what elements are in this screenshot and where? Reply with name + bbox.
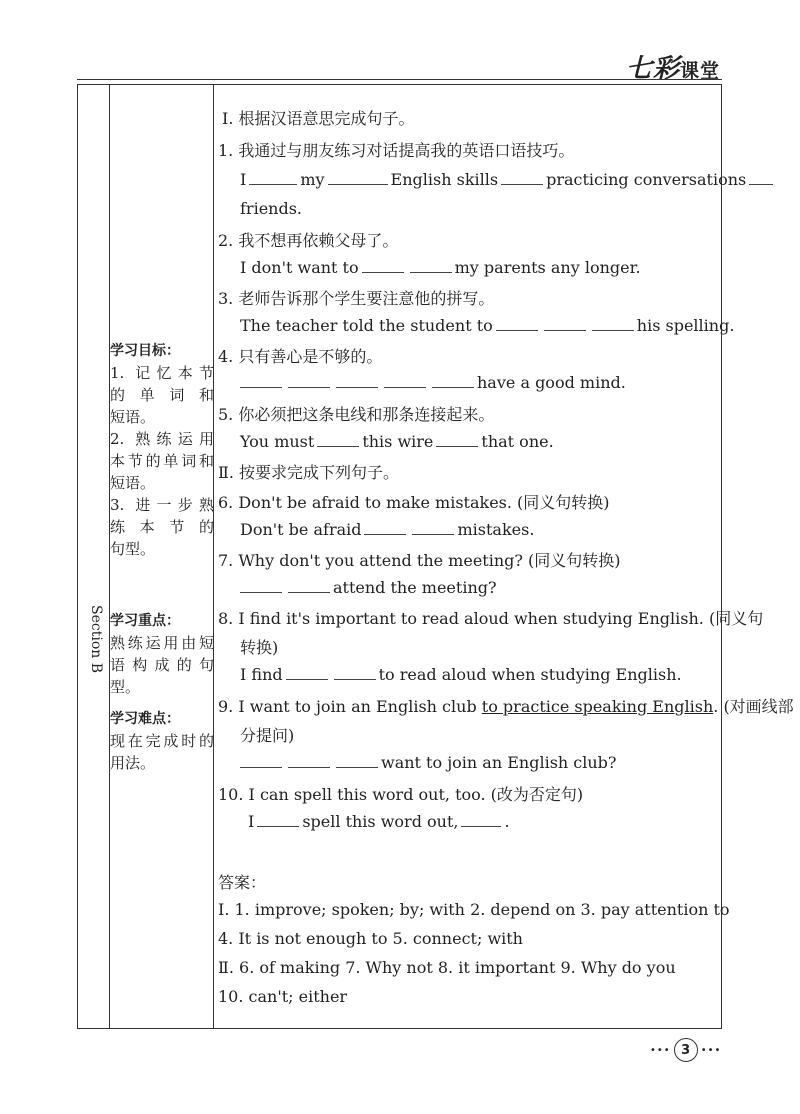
- answer-blank[interactable]: [544, 316, 586, 331]
- q5-chinese: 5. 你必须把这条电线和那条连接起来。: [218, 405, 495, 424]
- q7-prompt: 7. Why don't you attend the meeting? (同义句转换): [218, 551, 621, 570]
- objectives-line: 的 单 词 和: [110, 386, 214, 404]
- objectives-line: 短语。: [110, 408, 156, 426]
- q3-english: [240, 316, 734, 335]
- q2-chinese: 2. 我不想再依赖父母了。: [218, 231, 399, 250]
- q9-prompt: [218, 694, 794, 717]
- q9-text: want to join an English club?: [381, 753, 617, 772]
- q9-underlined: to practice speaking English: [481, 697, 714, 716]
- answer-blank[interactable]: [412, 520, 454, 535]
- objectives-block: [110, 340, 214, 560]
- answer-blank[interactable]: [432, 373, 474, 388]
- q3-text: his spelling.: [636, 316, 735, 335]
- q2-english: [240, 258, 641, 277]
- difficulty-block: [110, 708, 214, 774]
- q7-text: attend the meeting?: [333, 578, 497, 597]
- q1-text: my: [300, 170, 325, 189]
- answers-line: 4. It is not enough to 5. connect; with: [218, 929, 523, 948]
- answer-blank[interactable]: [288, 373, 330, 388]
- q9-prompt-cont: 分提问): [240, 726, 295, 745]
- q5-text: You must: [240, 432, 315, 451]
- key-line: 熟练运用由短: [110, 634, 214, 652]
- objectives-line: 本节的单词和: [110, 452, 214, 470]
- q3-chinese: 3. 老师告诉那个学生要注意他的拼写。: [218, 289, 495, 308]
- answers-line: Ⅰ. 1. improve; spoken; by; with 2. depend on 3. pay attention to: [218, 900, 730, 919]
- answer-blank[interactable]: [328, 170, 388, 185]
- page-dots-right: •••: [700, 1044, 722, 1056]
- q10-text: .: [504, 812, 510, 831]
- page-number: [650, 1038, 721, 1062]
- answer-blank[interactable]: [286, 665, 328, 680]
- q5-text: that one.: [481, 432, 554, 451]
- answer-blank[interactable]: [334, 665, 376, 680]
- key-title: 学习重点：: [110, 613, 180, 629]
- objectives-line: 1. 记忆本节: [110, 364, 214, 382]
- q4-chinese: 4. 只有善心是不够的。: [218, 347, 383, 366]
- difficulty-line: 用法。: [110, 754, 156, 772]
- q8-text: to read aloud when studying English.: [378, 665, 682, 684]
- q10-answer: [248, 812, 510, 831]
- page-dots-left: •••: [650, 1044, 671, 1056]
- q6-text: mistakes.: [457, 520, 535, 539]
- answer-blank[interactable]: [257, 812, 299, 827]
- q4-english: [240, 373, 626, 392]
- key-line: 语构成的句型。: [110, 656, 214, 696]
- objectives-title: 学习目标：: [110, 343, 180, 359]
- q2-text: my parents any longer.: [454, 258, 641, 277]
- answer-blank[interactable]: [364, 520, 406, 535]
- q8-prompt-cont: 转换): [240, 638, 279, 657]
- difficulty-line: 现在完成时的: [110, 732, 214, 750]
- answer-blank[interactable]: [336, 753, 378, 768]
- q9-text: . (对画线部: [713, 697, 794, 716]
- part1-heading: Ⅰ. 根据汉语意思完成句子。: [222, 109, 415, 128]
- answer-blank[interactable]: [240, 753, 282, 768]
- answer-blank[interactable]: [749, 170, 773, 185]
- brand-big: 七彩: [625, 54, 680, 84]
- q5-english: [240, 432, 554, 451]
- q1-text: I: [240, 170, 247, 189]
- q8-answer: [240, 665, 682, 684]
- answer-blank[interactable]: [288, 753, 330, 768]
- q3-text: The teacher told the student to: [240, 316, 493, 335]
- q1-text: practicing conversations: [546, 170, 747, 189]
- section-label: Section B: [88, 605, 104, 674]
- q7-answer: [240, 578, 497, 597]
- q1-english-cont: friends.: [240, 199, 302, 218]
- answer-blank[interactable]: [362, 258, 404, 273]
- answer-blank[interactable]: [384, 373, 426, 388]
- q1-chinese: 1. 我通过与朋友练习对话提高我的英语口语技巧。: [218, 141, 575, 160]
- q8-prompt: 8. I find it's important to read aloud when studying English. (同义句: [218, 609, 764, 628]
- objectives-line: 3. 进一步熟: [110, 496, 214, 514]
- q5-text: this wire: [362, 432, 434, 451]
- objectives-line: 2. 熟练运用: [110, 430, 214, 448]
- q6-text: Don't be afraid: [240, 520, 362, 539]
- answer-blank[interactable]: [461, 812, 501, 827]
- q1-text: English skills: [390, 170, 499, 189]
- answers-line: Ⅱ. 6. of making 7. Why not 8. it important 9. Why do you: [218, 958, 676, 977]
- answers-line: 10. can't; either: [218, 987, 348, 1006]
- answer-blank[interactable]: [240, 578, 282, 593]
- answer-blank[interactable]: [288, 578, 330, 593]
- q1-english: [240, 170, 776, 189]
- q9-answer: [240, 753, 617, 772]
- answer-blank[interactable]: [436, 432, 478, 447]
- answer-blank[interactable]: [496, 316, 538, 331]
- q10-text: spell this word out,: [302, 812, 459, 831]
- objectives-line: 句型。: [110, 540, 156, 558]
- answer-blank[interactable]: [501, 170, 543, 185]
- q10-text: I: [248, 812, 255, 831]
- q6-answer: [240, 520, 534, 539]
- answer-blank[interactable]: [240, 373, 282, 388]
- brand-small: 课堂: [679, 60, 720, 82]
- answer-blank[interactable]: [410, 258, 452, 273]
- q8-text: I find: [240, 665, 283, 684]
- answer-blank[interactable]: [317, 432, 359, 447]
- answer-blank[interactable]: [592, 316, 634, 331]
- q6-prompt: 6. Don't be afraid to make mistakes. (同义句转换): [218, 493, 610, 512]
- difficulty-title: 学习难点：: [110, 711, 180, 727]
- q10-prompt: 10. I can spell this word out, too. (改为否定句): [218, 785, 584, 804]
- answer-blank[interactable]: [249, 170, 297, 185]
- key-points-block: [110, 610, 214, 698]
- answer-blank[interactable]: [336, 373, 378, 388]
- header-rule: [77, 79, 722, 80]
- q9-text: 9. I want to join an English club: [218, 697, 477, 716]
- q4-text: have a good mind.: [477, 373, 626, 392]
- objectives-line: 练 本 节 的: [110, 518, 214, 536]
- q2-text: I don't want to: [240, 258, 359, 277]
- answers-title: 答案：: [218, 873, 267, 892]
- page-number-circle: 3: [674, 1038, 698, 1062]
- part2-heading: Ⅱ. 按要求完成下列句子。: [218, 463, 400, 482]
- objectives-line: 短语。: [110, 474, 156, 492]
